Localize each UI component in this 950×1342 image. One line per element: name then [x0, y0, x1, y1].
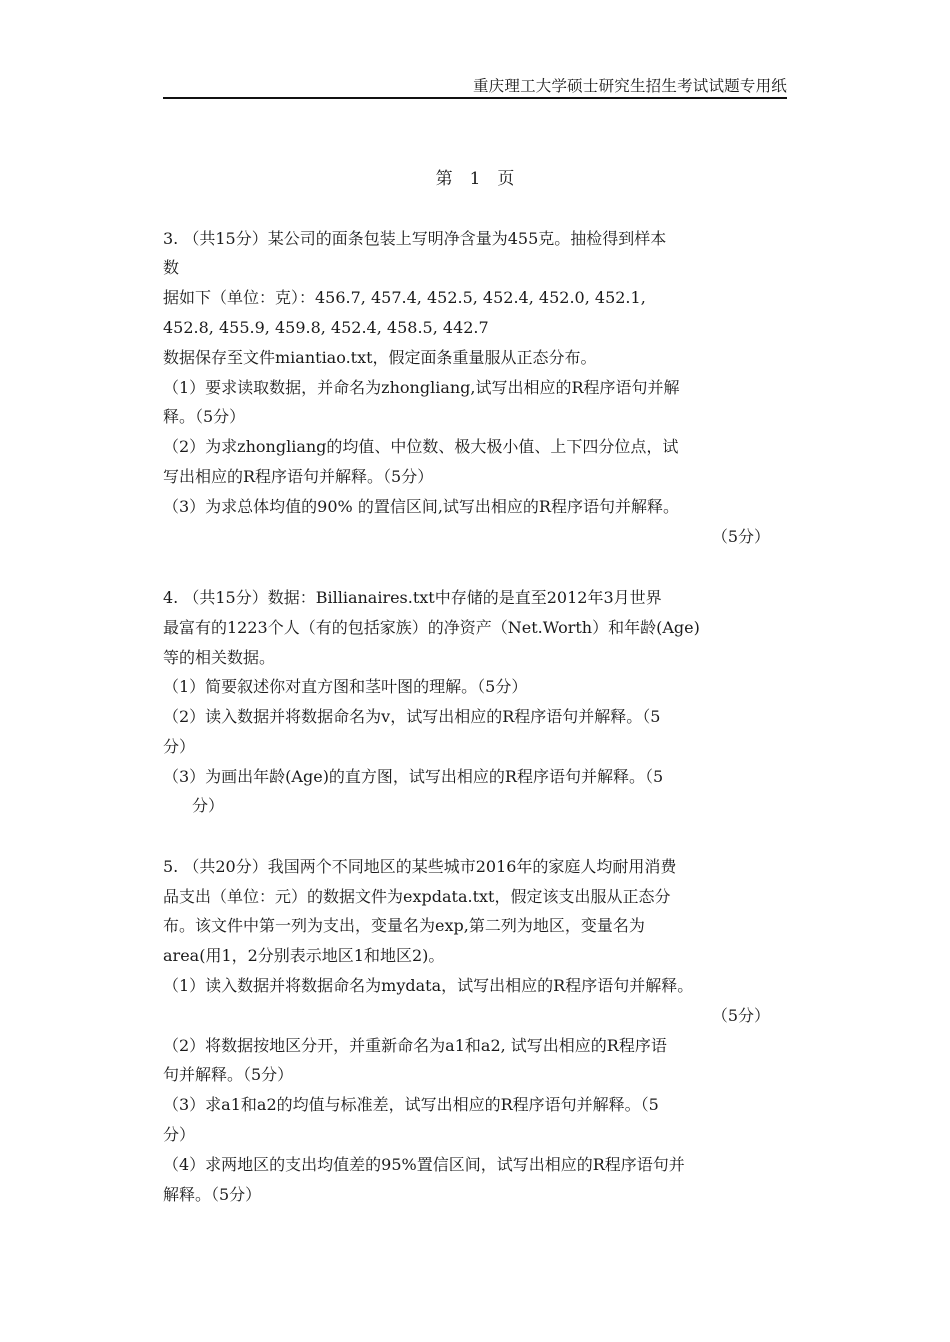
q4-line: 4. （共15分）数据：Billianaires.txt中存储的是直至2012年3月世界	[163, 588, 662, 607]
header-rule	[163, 97, 787, 99]
q5-line: 句并解释。（5分）	[163, 1065, 294, 1084]
q5-line: 5. （共20分）我国两个不同地区的某些城市2016年的家庭人均耐用消费	[163, 857, 677, 876]
q3-line: 452.8, 455.9, 459.8, 452.4, 458.5, 442.7	[163, 318, 489, 337]
q4-subquestion-1: （1）简要叙述你对直方图和茎叶图的理解。（5分）	[163, 677, 528, 696]
q5-subquestion-4: （4）求两地区的支出均值差的95%置信区间，试写出相应的R程序语句并	[163, 1155, 685, 1174]
q5-line: 布。该文件中第一列为支出，变量名为exp,第二列为地区，变量名为	[163, 916, 645, 935]
q5-line: 解释。（5分）	[163, 1185, 262, 1204]
q4-line: 等的相关数据。	[163, 648, 276, 667]
q4-subquestion-3: （3）为画出年龄(Age)的直方图，试写出相应的R程序语句并解释。（5	[163, 767, 664, 786]
q3-subquestion-2: （2）为求zhongliang的均值、中位数、极大极小值、上下四分位点，试	[163, 437, 679, 456]
q3-points: （5分）	[711, 527, 770, 546]
q5-line: 分）	[163, 1125, 196, 1144]
q4-subquestion-2: （2）读入数据并将数据命名为v，试写出相应的R程序语句并解释。（5	[163, 707, 661, 726]
page-number: 第 1 页	[435, 169, 515, 189]
q5-subquestion-1: （1）读入数据并将数据命名为mydata，试写出相应的R程序语句并解释。	[163, 976, 694, 995]
q5-subquestion-3: （3）求a1和a2的均值与标准差，试写出相应的R程序语句并解释。（5	[163, 1095, 659, 1114]
q3-line: 3. （共15分）某公司的面条包装上写明净含量为455克。抽检得到样本	[163, 229, 667, 248]
q5-line: 品支出（单位：元）的数据文件为expdata.txt，假定该支出服从正态分	[163, 887, 671, 906]
q3-line: 数	[163, 258, 180, 277]
q5-subquestion-2: （2）将数据按地区分开，并重新命名为a1和a2, 试写出相应的R程序语	[163, 1036, 667, 1055]
q5-points: （5分）	[711, 1006, 770, 1025]
q3-line: 释。（5分）	[163, 407, 246, 426]
q4-line: 分）	[163, 737, 196, 756]
q3-line: 数据保存至文件miantiao.txt，假定面条重量服从正态分布。	[163, 348, 597, 367]
q3-line: 据如下（单位：克）：456.7, 457.4, 452.5, 452.4, 452.0, 452.1,	[163, 288, 646, 307]
q3-line: 写出相应的R程序语句并解释。（5分）	[163, 467, 434, 486]
q4-line: 分）	[192, 796, 225, 815]
q3-subquestion-1: （1）要求读取数据，并命名为zhongliang,试写出相应的R程序语句并解	[163, 378, 680, 397]
exam-paper-header: 重庆理工大学硕士研究生招生考试试题专用纸	[472, 77, 787, 95]
q4-line: 最富有的1223个人（有的包括家族）的净资产（Net.Worth）和年龄(Age)	[163, 618, 700, 637]
q5-line: area(用1，2分别表示地区1和地区2)。	[163, 946, 445, 965]
q3-subquestion-3: （3）为求总体均值的90% 的置信区间,试写出相应的R程序语句并解释。	[163, 497, 679, 516]
